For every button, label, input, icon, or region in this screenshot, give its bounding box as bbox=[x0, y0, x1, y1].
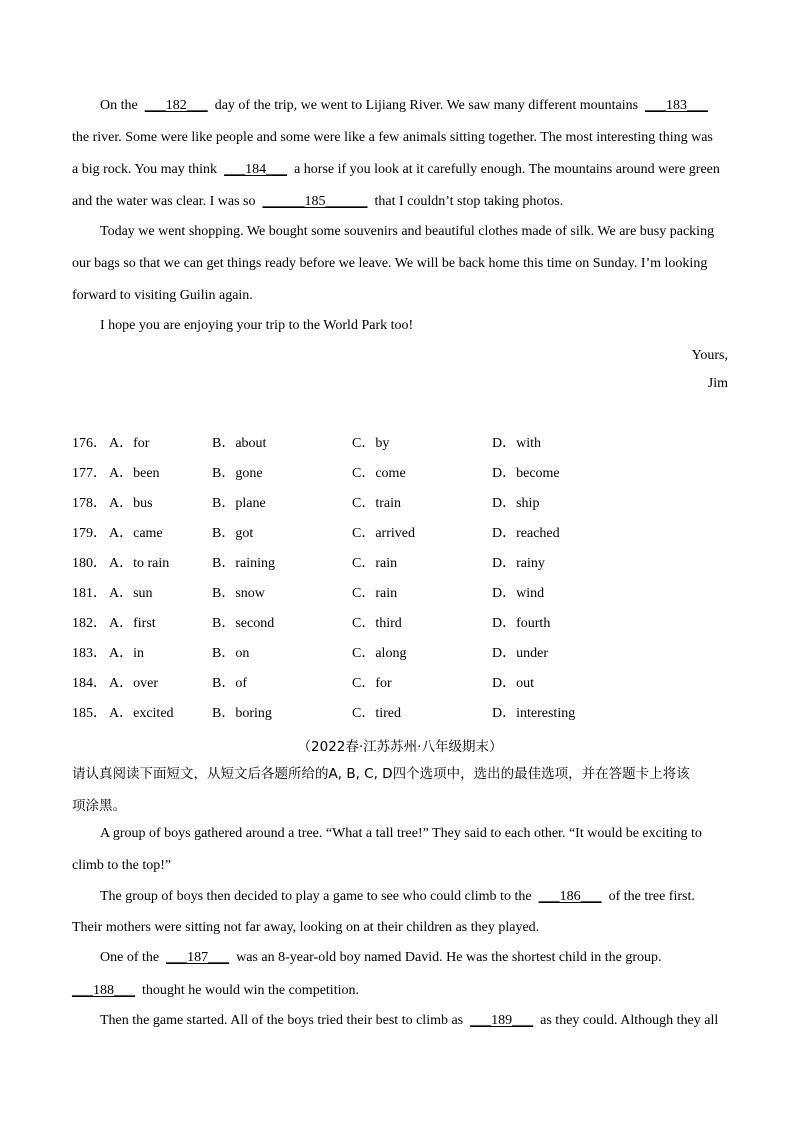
text: as they could. Although they all bbox=[540, 1013, 719, 1028]
question-number: 179． bbox=[72, 526, 107, 541]
passage1-line: I hope you are enjoying your trip to the World Park too! bbox=[100, 318, 414, 333]
question-number: 184． bbox=[72, 676, 107, 691]
option-a: A．in bbox=[109, 646, 144, 661]
option-a: A．to rain bbox=[109, 556, 170, 571]
option-a: A．over bbox=[109, 676, 158, 691]
option-b: B．second bbox=[212, 616, 275, 631]
option-b: B．got bbox=[212, 526, 254, 541]
instruction-line: 请认真阅读下面短文，从短文后各题所给的A, B, C, D四个选项中，选出的最佳选项，并在答题卡上将该 bbox=[72, 766, 690, 782]
option-c: C．rain bbox=[352, 556, 398, 571]
text: a horse if you look at it carefully enough. The mountains around were green bbox=[294, 162, 720, 177]
question-number: 178． bbox=[72, 496, 107, 511]
option-c: C．rain bbox=[352, 586, 398, 601]
passage2-line: Their mothers were sitting not far away, looking on at their children as they played. bbox=[72, 920, 540, 935]
option-b: B．raining bbox=[212, 556, 275, 571]
text: day of the trip, we went to Lijiang River. We saw many different mountains bbox=[214, 98, 639, 113]
blank-185: ______185______ bbox=[262, 194, 368, 209]
blank-184: ___184___ bbox=[224, 162, 288, 177]
text: One of the bbox=[100, 950, 160, 965]
source-label: （2022春·江苏苏州·八年级期末） bbox=[297, 739, 503, 755]
blank-188: ___188___ bbox=[72, 983, 135, 998]
passage1-line bbox=[72, 192, 563, 212]
passage2-line bbox=[72, 981, 359, 1001]
option-d: D．wind bbox=[492, 586, 545, 601]
letter-closing: Yours, bbox=[691, 348, 728, 363]
option-d: D．with bbox=[492, 436, 541, 451]
option-b: B．snow bbox=[212, 586, 265, 601]
text: a big rock. You may think bbox=[72, 162, 218, 177]
option-b: B．gone bbox=[212, 466, 263, 481]
option-row bbox=[72, 464, 672, 484]
option-c: C．by bbox=[352, 436, 390, 451]
question-number: 182． bbox=[72, 616, 107, 631]
option-row bbox=[72, 704, 672, 724]
option-a: A．for bbox=[109, 436, 150, 451]
passage1-line: Today we went shopping. We bought some souvenirs and beautiful clothes made of silk. We are busy packing bbox=[100, 224, 715, 239]
option-c: C．train bbox=[352, 496, 401, 511]
option-c: C．for bbox=[352, 676, 392, 691]
option-c: C．arrived bbox=[352, 526, 415, 541]
blank-186: ___186___ bbox=[538, 889, 602, 904]
option-row bbox=[72, 644, 672, 664]
option-b: B．of bbox=[212, 676, 247, 691]
option-d: D．interesting bbox=[492, 706, 576, 721]
option-a: A．first bbox=[109, 616, 156, 631]
letter-signature: Jim bbox=[707, 376, 728, 391]
passage1-line: our bags so that we can get things ready before we leave. We will be back home this time on Sunday. I’m looking bbox=[72, 256, 708, 271]
question-number: 183． bbox=[72, 646, 107, 661]
blank-183: ___183___ bbox=[645, 98, 709, 113]
passage1-line bbox=[100, 96, 708, 116]
question-number: 180． bbox=[72, 556, 107, 571]
passage1-line: the river. Some were like people and some were like a few animals sitting together. The most interesting thing was bbox=[72, 130, 713, 145]
option-row bbox=[72, 614, 672, 634]
blank-189: ___189___ bbox=[470, 1013, 534, 1028]
option-a: A．been bbox=[109, 466, 160, 481]
passage2-line bbox=[100, 948, 662, 968]
question-number: 181． bbox=[72, 586, 107, 601]
option-d: D．under bbox=[492, 646, 548, 661]
option-d: D．become bbox=[492, 466, 560, 481]
option-d: D．out bbox=[492, 676, 534, 691]
question-number: 176． bbox=[72, 436, 107, 451]
passage1-line bbox=[72, 160, 720, 180]
option-d: D．fourth bbox=[492, 616, 551, 631]
option-b: B．on bbox=[212, 646, 250, 661]
text: Then the game started. All of the boys tried their best to climb as bbox=[100, 1013, 464, 1028]
option-c: C．come bbox=[352, 466, 406, 481]
option-row bbox=[72, 554, 672, 574]
instruction-line: 项涂黑。 bbox=[72, 798, 126, 814]
blank-187: ___187___ bbox=[166, 950, 230, 965]
text: On the bbox=[100, 98, 138, 113]
question-number: 185． bbox=[72, 706, 107, 721]
option-d: D．rainy bbox=[492, 556, 545, 571]
option-a: A．bus bbox=[109, 496, 153, 511]
text: The group of boys then decided to play a game to see who could climb to the bbox=[100, 889, 532, 904]
option-d: D．ship bbox=[492, 496, 540, 511]
option-b: B．boring bbox=[212, 706, 272, 721]
option-c: C．along bbox=[352, 646, 407, 661]
option-c: C．tired bbox=[352, 706, 401, 721]
blank-182: ___182___ bbox=[144, 98, 208, 113]
text: thought he would win the competition. bbox=[142, 983, 359, 998]
option-d: D．reached bbox=[492, 526, 560, 541]
option-row bbox=[72, 524, 672, 544]
passage2-line bbox=[100, 1011, 718, 1031]
text: of the tree first. bbox=[608, 889, 695, 904]
text: and the water was clear. I was so bbox=[72, 194, 256, 209]
option-row bbox=[72, 434, 672, 454]
option-row bbox=[72, 494, 672, 514]
passage2-line: A group of boys gathered around a tree. “What a tall tree!” They said to each other. “It would be exciting to bbox=[100, 826, 702, 841]
question-number: 177． bbox=[72, 466, 107, 481]
option-row bbox=[72, 674, 672, 694]
option-b: B．plane bbox=[212, 496, 266, 511]
option-row bbox=[72, 584, 672, 604]
option-a: A．sun bbox=[109, 586, 153, 601]
option-a: A．came bbox=[109, 526, 163, 541]
passage2-line: climb to the top!” bbox=[72, 858, 172, 873]
option-a: A．excited bbox=[109, 706, 174, 721]
passage2-line bbox=[100, 887, 695, 907]
option-c: C．third bbox=[352, 616, 402, 631]
passage1-line: forward to visiting Guilin again. bbox=[72, 288, 253, 303]
option-b: B．about bbox=[212, 436, 267, 451]
text: was an 8-year-old boy named David. He was the shortest child in the group. bbox=[236, 950, 662, 965]
text: that I couldn’t stop taking photos. bbox=[374, 194, 564, 209]
